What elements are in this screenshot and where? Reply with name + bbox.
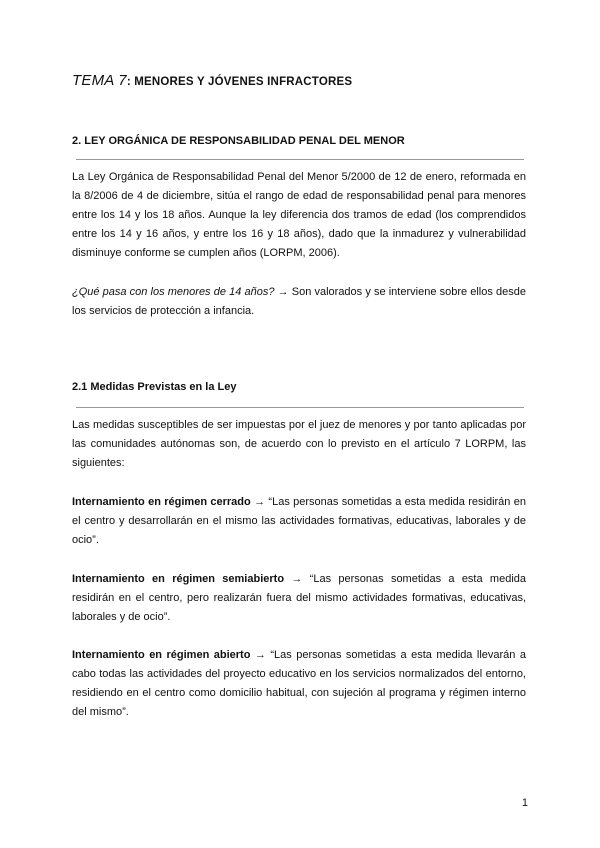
document-title [72, 72, 352, 89]
measure-regimen-semiabierto [72, 570, 526, 627]
measure-description: → “Las personas sometidas a esta medida residirán en el centro, pero realizarán fuera del mismo actividades formativas, educativas, laborales y de ocio”. [72, 573, 526, 623]
section-heading-2: 2. LEY ORGÁNICA DE RESPONSABILIDAD PENAL DEL MENOR [72, 135, 405, 147]
question-answer: → Son valorados y se interviene sobre ellos desde los servicios de protección a infancia. [72, 286, 526, 317]
title-rest: : MENORES Y JÓVENES INFRACTORES [126, 76, 353, 88]
measure-term: Internamiento en régimen abierto [72, 649, 251, 661]
measure-term: Internamiento en régimen semiabierto [72, 573, 285, 585]
page-number: 1 [521, 797, 528, 809]
paragraph-menores-14 [72, 283, 526, 321]
document-page [72, 0, 526, 848]
measure-description: → “Las personas sometidas a esta medida residirán en el centro y desarrollarán en el mismo las actividades formativas, educativas, laborales y de ocio”. [72, 496, 526, 546]
question-text: ¿Qué pasa con los menores de 14 años? [72, 286, 275, 298]
paragraph-intro-medidas: Las medidas susceptibles de ser impuestas por el juez de menores y por tanto aplicadas por las comunidades autónomas son, de acuerdo con lo previsto en el artículo 7 LORPM, las siguientes: [72, 419, 526, 469]
measure-description: → “Las personas sometidas a esta medida llevarán a cabo todas las actividades del proyecto educativo en los servicios normalizados del entorno, residiendo en el centro como domicilio habitual, con sujeción al programa y régimen interno del mismo”. [72, 649, 526, 718]
section-divider [76, 159, 524, 160]
measure-term: Internamiento en régimen cerrado [72, 496, 251, 508]
title-lead: TEMA 7 [72, 72, 127, 89]
paragraph-lorpm: La Ley Orgánica de Responsabilidad Penal del Menor 5/2000 de 12 de enero, reformada en la 8/2006 de 4 de diciembre, sitúa el rango de edad de responsabilidad penal para menores entre los 14 y los 18 años. Aunque la ley diferencia dos tramos de edad (los comprendidos entre los 14 y 16 años, y entre los 16 y 18 años), dado que la inmadurez y vulnerabilidad disminuye conforme se cumplen años (LORPM, 2006). [72, 171, 526, 259]
section-heading-2-1: 2.1 Medidas Previstas en la Ley [72, 381, 237, 393]
measure-regimen-abierto [72, 646, 526, 722]
measure-regimen-cerrado [72, 493, 526, 550]
section-divider [76, 407, 524, 408]
